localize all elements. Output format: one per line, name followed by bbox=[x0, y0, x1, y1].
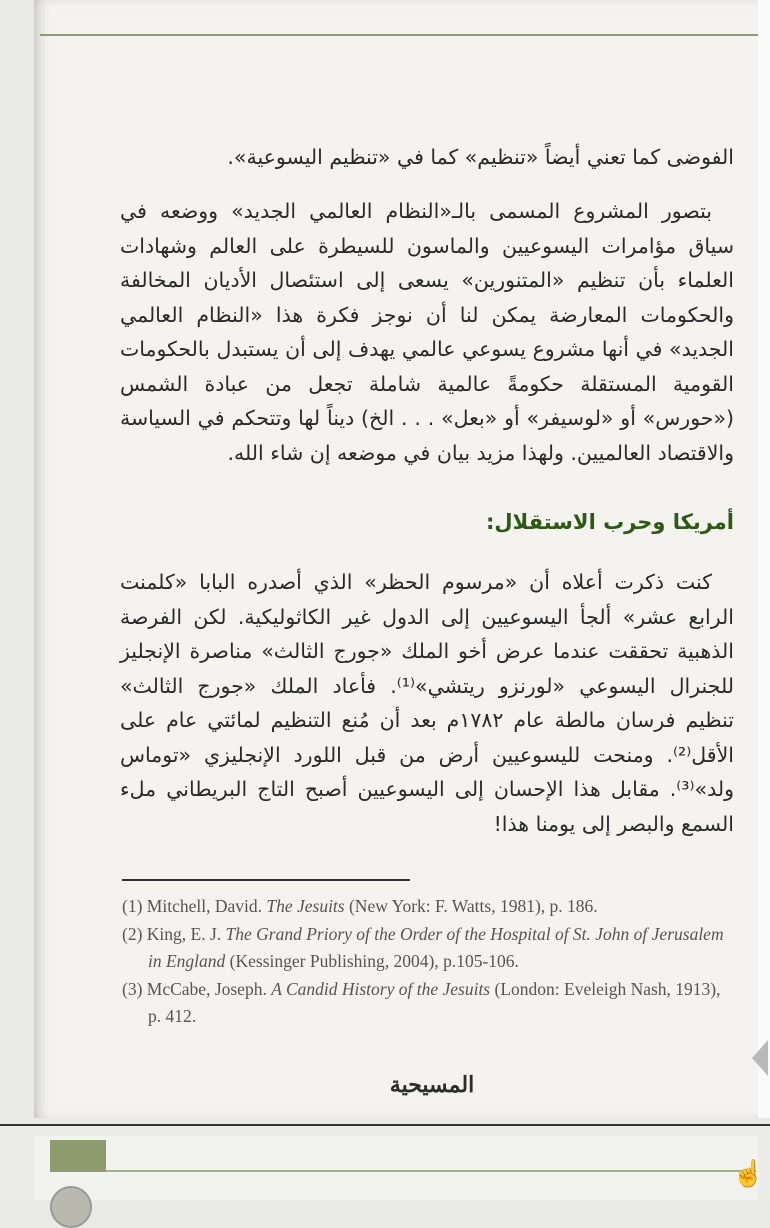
next-page-seal bbox=[50, 1186, 92, 1228]
next-page-green-line bbox=[106, 1170, 756, 1172]
paragraph-3 bbox=[120, 565, 734, 841]
paragraph-3-text: كنت ذكرت أعلاه أن «مرسوم الحظر» الذي أصدره البابا «كلمنت الرابع عشر» ألجأ اليسوعيين إلى الدول غير الكاثوليكية. لكن الفرصة الذهبية تحققت عندما عرض أخو الملك «جورج الثالث» مناصرة الإنجليز للجنرال اليسوعي «لورنزو ريتشي»⁽¹⁾. فأعاد الملك «جورج الثالث» تنظيم فرسان مالطة عام ١٧٨٢م بعد أن مُنع التنظيم لمائتي عام على الأقل⁽²⁾. ومنحت لليسوعيين أرض من قبل اللورد الإنجليزي «توماس ولد»⁽³⁾. مقابل هذا الإحسان إلى اليسوعيين أصبح التاج البريطاني ملء السمع والبصر إلى يومنا هذا! bbox=[120, 570, 735, 836]
footnote-2: (2) King, E. J. The Grand Priory of the Order of the Hospital of St. John of Jerusalem in England (Kessinger Publishing, 2004), p.105-106. bbox=[122, 923, 724, 971]
page-top-line bbox=[40, 34, 758, 36]
footnote-3: (3) McCabe, Joseph. A Candid History of the Jesuits (London: Eveleigh Nash, 1913), p. 412. bbox=[122, 978, 721, 1026]
paragraph-2-text: بتصور المشروع المسمى بالـ«النظام العالمي الجديد» ووضعه في سياق مؤامرات اليسوعيين والماسون للسيطرة على العالم وشهادات العلماء بأن تنظيم «المتنورين» يسعى إلى استئصال الأديان المخالفة والحكومات المعارضة يمكن لنا أن نوجز فكرة هذا «النظام العالمي الجديد» في أنها مشروع يسوعي عالمي يهدف إلى أن يستبدل بالحكومات القومية المستقلة حكومةً عالمية شاملة تجعل من عبادة الشمس («حورس» أو «لوسيفر» أو «بعل» . . . الخ) ديناً لها وتتحكم في السياسة والاقتصاد العالميين. ولهذا مزيد بيان في موضعه إن شاء الله. bbox=[120, 199, 734, 465]
footnote-separator bbox=[122, 879, 410, 881]
paragraph-1-text: الفوضى كما تعني أيضاً «تنظيم» كما في «تنظيم اليسوعية». bbox=[227, 145, 734, 169]
hand-cursor-icon[interactable]: ☝ bbox=[732, 1159, 765, 1189]
page-edge-tab bbox=[752, 1040, 768, 1076]
next-page-green-bar bbox=[50, 1140, 106, 1172]
logo-text: المسيحية bbox=[389, 1072, 475, 1098]
paragraph-2 bbox=[120, 194, 734, 470]
footnotes bbox=[122, 893, 732, 1031]
next-page-preview bbox=[34, 1136, 758, 1200]
section-heading: أمريكا وحرب الاستقلال: bbox=[486, 510, 734, 534]
right-margin bbox=[758, 0, 770, 1118]
footnote-1: (1) Mitchell, David. The Jesuits (New York: F. Watts, 1981), p. 186. bbox=[122, 896, 598, 916]
paragraph-1 bbox=[120, 140, 734, 175]
publisher-logo bbox=[382, 1072, 482, 1098]
